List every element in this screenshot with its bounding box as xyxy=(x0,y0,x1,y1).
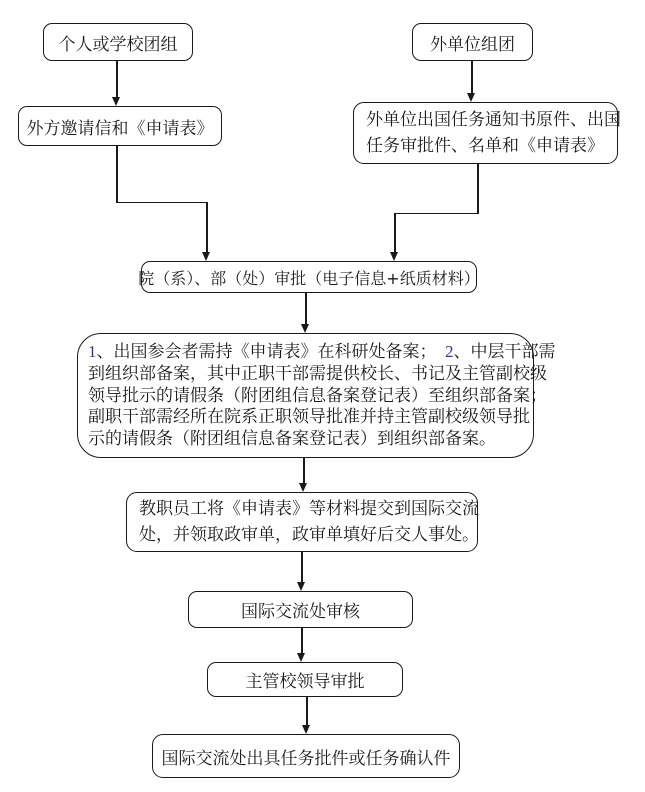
node-personal-group: 个人或学校团组 xyxy=(43,23,193,61)
connector-docs-elbow-v1 xyxy=(477,164,478,214)
connector-leader-to-final xyxy=(306,697,307,725)
node-external-unit-group: 外单位组团 xyxy=(412,23,533,61)
filing-number-1: 1 xyxy=(88,342,97,361)
arrowhead-submit-to-review xyxy=(297,582,305,591)
node-intl-office-review: 国际交流处审核 xyxy=(188,591,413,628)
node-external-unit-docs-line1: 外单位出国任务通知书原件、出国 xyxy=(366,110,621,130)
node-submit-materials xyxy=(126,492,478,552)
filing-line5: 示的请假条（附团组信息备案登记表）到组织部备案。 xyxy=(88,429,496,450)
arrowhead-filing-to-submit xyxy=(299,483,307,492)
connector-docs-elbow-v2 xyxy=(394,213,395,252)
arrowhead-personal-to-invitation xyxy=(112,97,120,106)
node-filing-requirements xyxy=(77,333,556,458)
connector-invitation-elbow-h xyxy=(116,202,207,203)
connector-external-to-docs xyxy=(471,61,472,93)
node-dept-approval: 院（系）、部（处）审批（电子信息+纸质材料） xyxy=(141,261,477,293)
filing-line1 xyxy=(88,341,556,364)
filing-line3: 领导批示的请假条（附团组信息备案登记表）至组织部备案； xyxy=(88,385,547,406)
arrowhead-invitation-to-dept xyxy=(202,252,210,261)
node-final-document: 国际交流处出具任务批件或任务确认件 xyxy=(152,734,460,778)
connector-dept-to-filing xyxy=(305,293,306,324)
arrowhead-dept-to-filing xyxy=(301,324,309,333)
connector-review-to-leader xyxy=(301,628,302,653)
node-submit-materials-line2: 处，并领取政审单，政审单填好后交人事处。 xyxy=(139,525,479,545)
filing-line1-segment2: 、中层干部需 xyxy=(453,342,556,362)
connector-submit-to-review xyxy=(301,552,302,582)
node-external-unit-docs xyxy=(353,102,621,164)
arrowhead-leader-to-final xyxy=(302,725,310,734)
connector-filing-to-submit xyxy=(303,458,304,483)
filing-line2: 到组织部备案，其中正职干部需提供校长、书记及主管副校级 xyxy=(88,363,547,384)
filing-number-2: 2 xyxy=(445,342,454,361)
node-submit-materials-line1: 教职员工将《申请表》等材料提交到国际交流 xyxy=(139,499,479,519)
node-invitation-letter: 外方邀请信和《申请表》 xyxy=(18,106,222,146)
arrowhead-docs-to-dept xyxy=(390,252,398,261)
connector-invitation-elbow-v1 xyxy=(116,146,117,203)
connector-invitation-elbow-v2 xyxy=(206,202,207,252)
arrowhead-review-to-leader xyxy=(297,653,305,662)
connector-personal-to-invitation xyxy=(116,61,117,97)
node-school-leader-approval: 主管校领导审批 xyxy=(207,662,403,697)
filing-line4: 副职干部需经所在院系正职领导批准并持主管副校级领导批 xyxy=(88,407,530,428)
node-external-unit-docs-line2: 任务审批件、名单和《申请表》 xyxy=(366,136,604,156)
connector-docs-elbow-h xyxy=(394,213,478,214)
arrowhead-external-to-docs xyxy=(467,93,475,102)
filing-line1-segment1: 、出国参会者需持《申请表》在科研处备案； xyxy=(96,342,445,362)
